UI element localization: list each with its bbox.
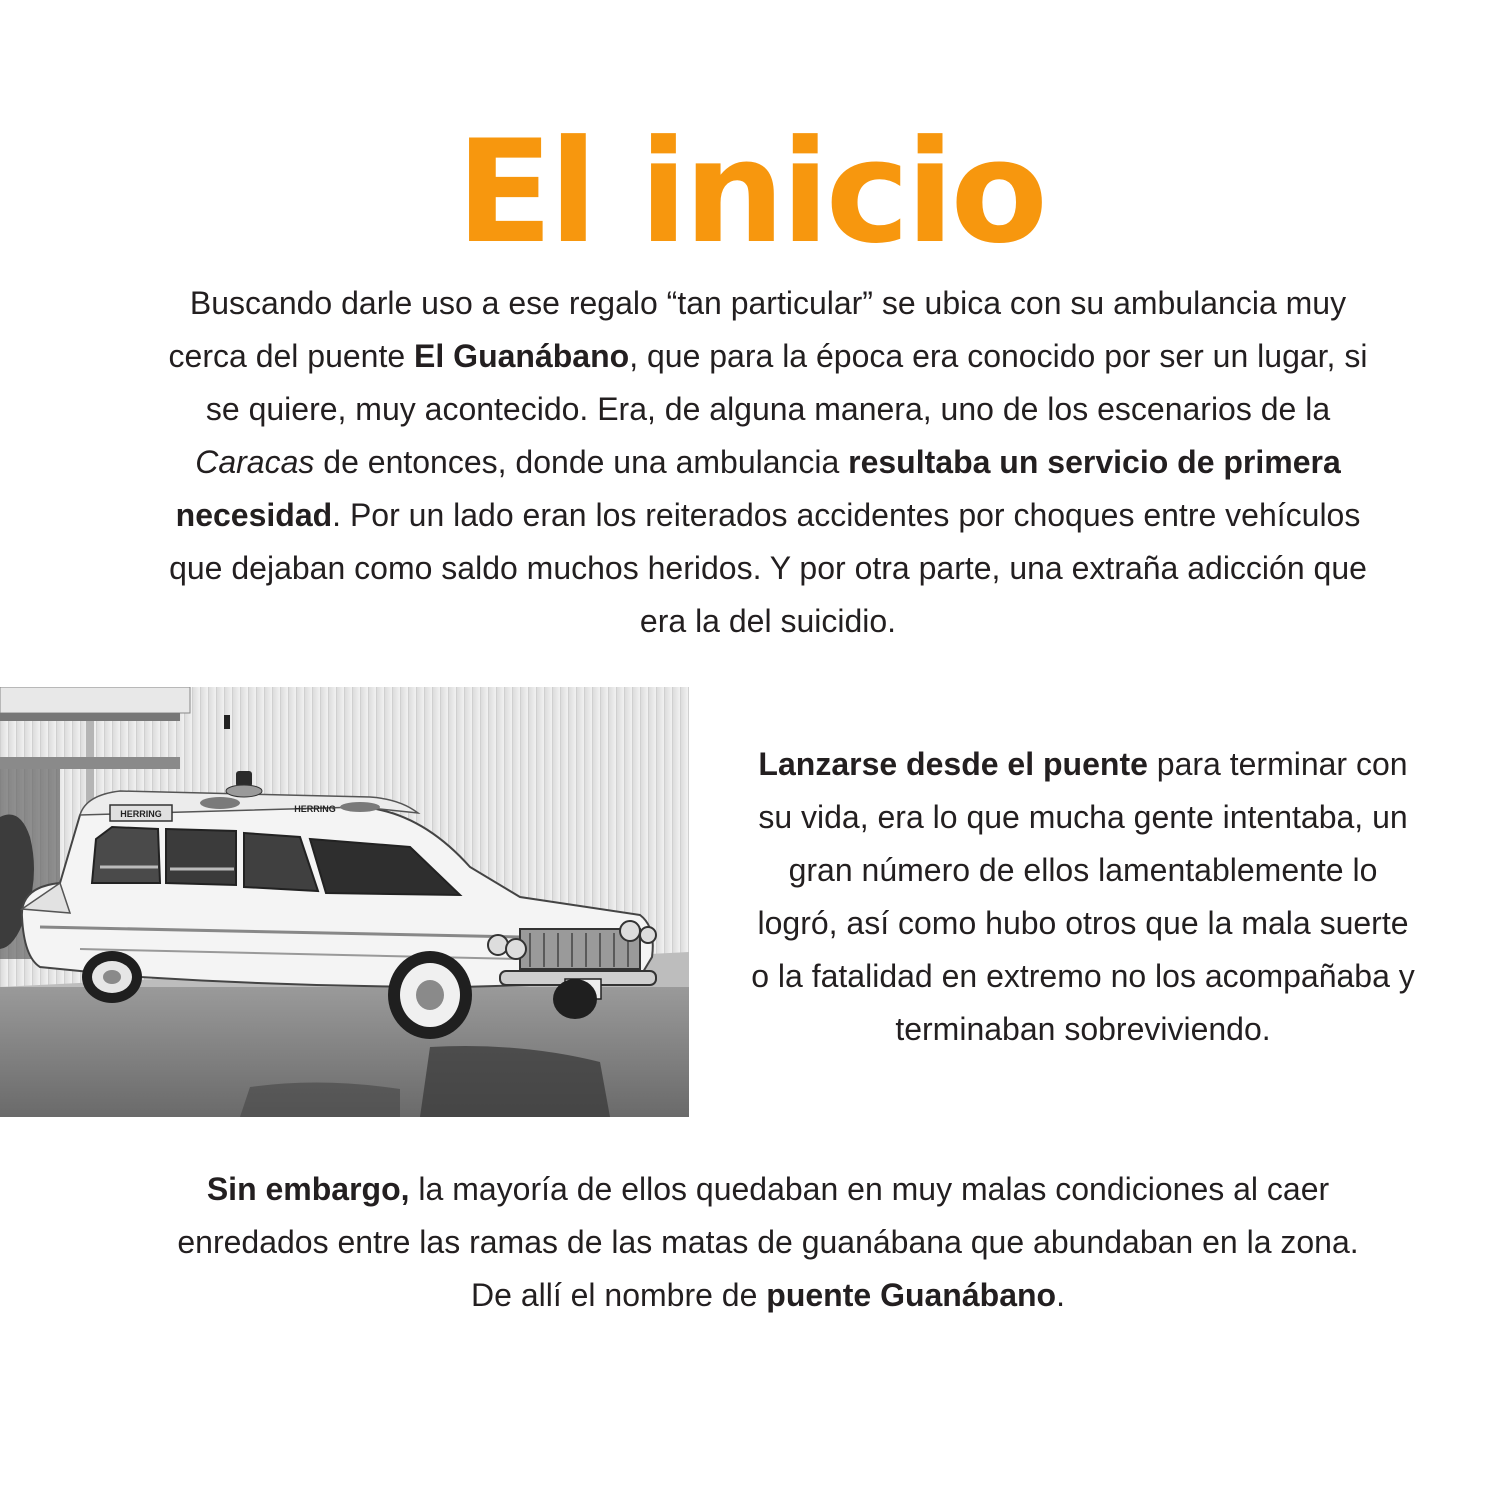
ambulance-photo-illustration — [0, 687, 689, 1117]
side-bold-jump: Lanzarse desde el puente — [758, 746, 1148, 782]
intro-italic-city: Caracas — [195, 444, 315, 480]
ambulance-photo — [0, 687, 689, 1117]
intro-bold-bridge: El Guanábano — [414, 338, 630, 374]
closing-text-end: . — [1056, 1277, 1065, 1313]
intro-text: , que para la época era conocido por ser un lugar, si se quiere, muy acontecido. Era, de alguna manera, uno de los escenarios de la — [205, 338, 1368, 427]
intro-text: Buscando darle uso a ese regalo “tan particular” se ubica con su ambulancia muy cerca del puente — [168, 285, 1347, 374]
intro-bold-service: resultaba un servicio de primera necesidad — [175, 444, 1341, 533]
closing-text: la mayoría de ellos quedaban en muy malas condiciones al caer enredados entre las ramas de las matas de guanábana que abundaban en la zona. De allí el nombre de — [177, 1171, 1359, 1313]
intro-paragraph — [150, 277, 1386, 648]
intro-text: de entonces, donde una ambulancia — [314, 444, 849, 480]
closing-bold-bridge: puente Guanábano — [766, 1277, 1057, 1313]
closing-paragraph — [160, 1163, 1376, 1322]
roof-sign-left: HERRING — [120, 809, 162, 819]
page-title: El inicio — [456, 110, 1044, 275]
closing-bold-however: Sin embargo, — [206, 1171, 410, 1207]
intro-text: . Por un lado eran los reiterados accidentes por choques entre vehículos que dejaban como saldo muchos heridos. Y por otra parte, una extraña adicción que era la del suicidio. — [169, 497, 1367, 639]
side-text: para terminar con su vida, era lo que mucha gente intentaba, un gran número de ellos lamentablemente lo logró, así como hubo otros que la mala suerte o la fatalidad en extremo no los acompañaba y terminaban sobreviviendo. — [751, 746, 1415, 1047]
roof-sign-right: HERRING — [294, 804, 336, 814]
side-paragraph — [748, 738, 1418, 1056]
